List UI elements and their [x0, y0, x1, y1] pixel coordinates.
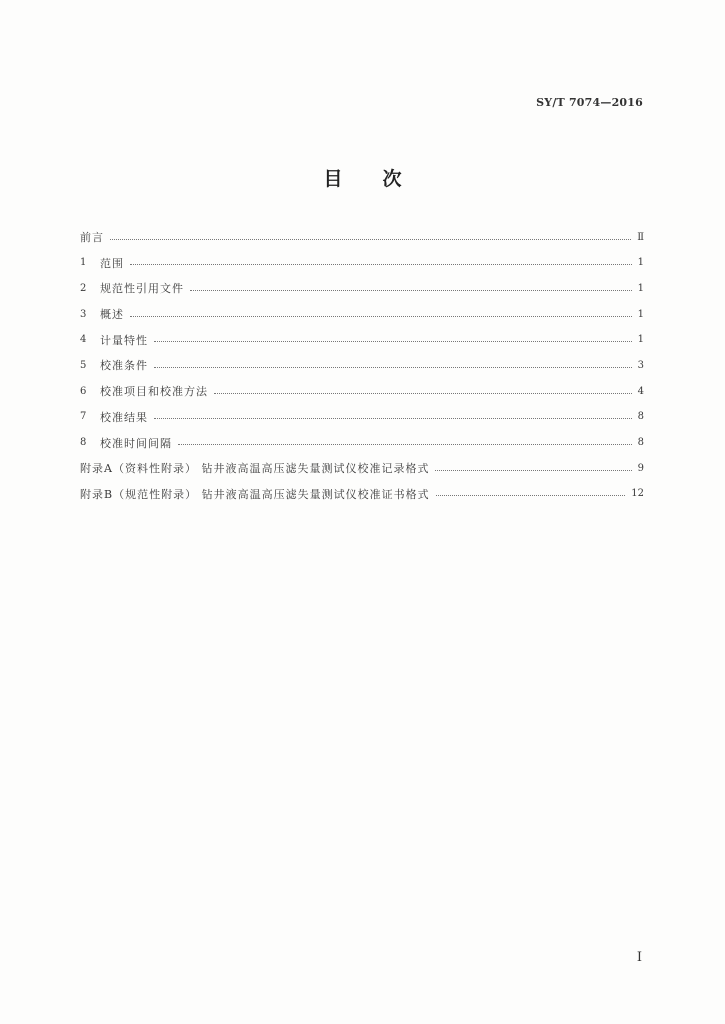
toc-entry-number: 2: [80, 282, 87, 294]
toc-entry-label: 校准项目和校准方法: [100, 385, 208, 399]
toc-entry-number: 1: [80, 257, 87, 269]
toc-title-part2: 次: [382, 168, 402, 190]
toc-entry-6[interactable]: [80, 382, 644, 400]
dot-leader: [154, 341, 632, 342]
toc-entry-label: 计量特性: [100, 333, 148, 347]
toc-title: [0, 164, 725, 191]
toc-entry-appendix-a[interactable]: [80, 459, 644, 477]
toc-entry-label: 校准条件: [100, 359, 148, 373]
toc-entry-page: 3: [637, 359, 644, 371]
dot-leader: [130, 316, 632, 317]
toc-entry-page: 1: [637, 282, 644, 294]
toc-entry-8[interactable]: [80, 434, 644, 452]
toc-entry-7[interactable]: [80, 408, 644, 426]
toc-entry-page: 8: [637, 437, 644, 448]
toc-entry-number: 7: [80, 411, 87, 423]
toc-entry-label: 校准结果: [100, 410, 148, 424]
toc-entry-page: 4: [637, 385, 644, 397]
toc-entry-label: 前言: [80, 231, 104, 244]
dot-leader: [178, 444, 632, 445]
toc-entry-number: 4: [80, 334, 87, 346]
toc-entry-label: 概述: [100, 308, 124, 322]
toc-title-part1: 目: [323, 168, 343, 190]
dot-leader: [154, 418, 632, 419]
dot-leader: [435, 470, 631, 471]
toc-entry-foreword[interactable]: [80, 228, 644, 246]
toc-entry-1[interactable]: [80, 254, 644, 272]
toc-entry-page: 9: [637, 462, 644, 474]
table-of-contents: [80, 228, 644, 511]
page-number: Ⅰ: [636, 950, 642, 965]
dot-leader: [154, 367, 632, 368]
toc-entry-number: 3: [80, 308, 87, 320]
dot-leader: [130, 264, 632, 265]
toc-entry-number: 6: [80, 385, 87, 397]
toc-entry-3[interactable]: [80, 305, 644, 323]
toc-entry-label: 校准时间间隔: [100, 436, 172, 450]
toc-entry-number: 8: [80, 437, 87, 448]
toc-entry-label: 范围: [100, 256, 124, 270]
toc-entry-page: 8: [637, 411, 644, 423]
toc-entry-number: 5: [80, 359, 87, 371]
dot-leader: [436, 495, 626, 496]
toc-entry-4[interactable]: [80, 331, 644, 349]
toc-entry-page: 1: [637, 308, 644, 320]
toc-entry-label: 附录B（规范性附录） 钻井液高温高压滤失量测试仪校准证书格式: [80, 487, 430, 501]
toc-entry-2[interactable]: [80, 279, 644, 297]
dot-leader: [190, 290, 632, 291]
toc-entry-label: 规范性引用文件: [100, 282, 184, 296]
toc-entry-label: 附录A（资料性附录） 钻井液高温高压滤失量测试仪校准记录格式: [80, 462, 430, 476]
toc-entry-5[interactable]: [80, 356, 644, 374]
dot-leader: [110, 239, 631, 240]
dot-leader: [214, 393, 632, 394]
standard-number: SY/T 7074—2016: [536, 96, 643, 109]
toc-entry-page: 12: [631, 488, 644, 500]
toc-entry-appendix-b[interactable]: [80, 485, 644, 503]
toc-entry-page: 1: [637, 257, 644, 269]
toc-entry-page: 1: [637, 334, 644, 346]
toc-entry-page: Ⅱ: [637, 231, 644, 243]
